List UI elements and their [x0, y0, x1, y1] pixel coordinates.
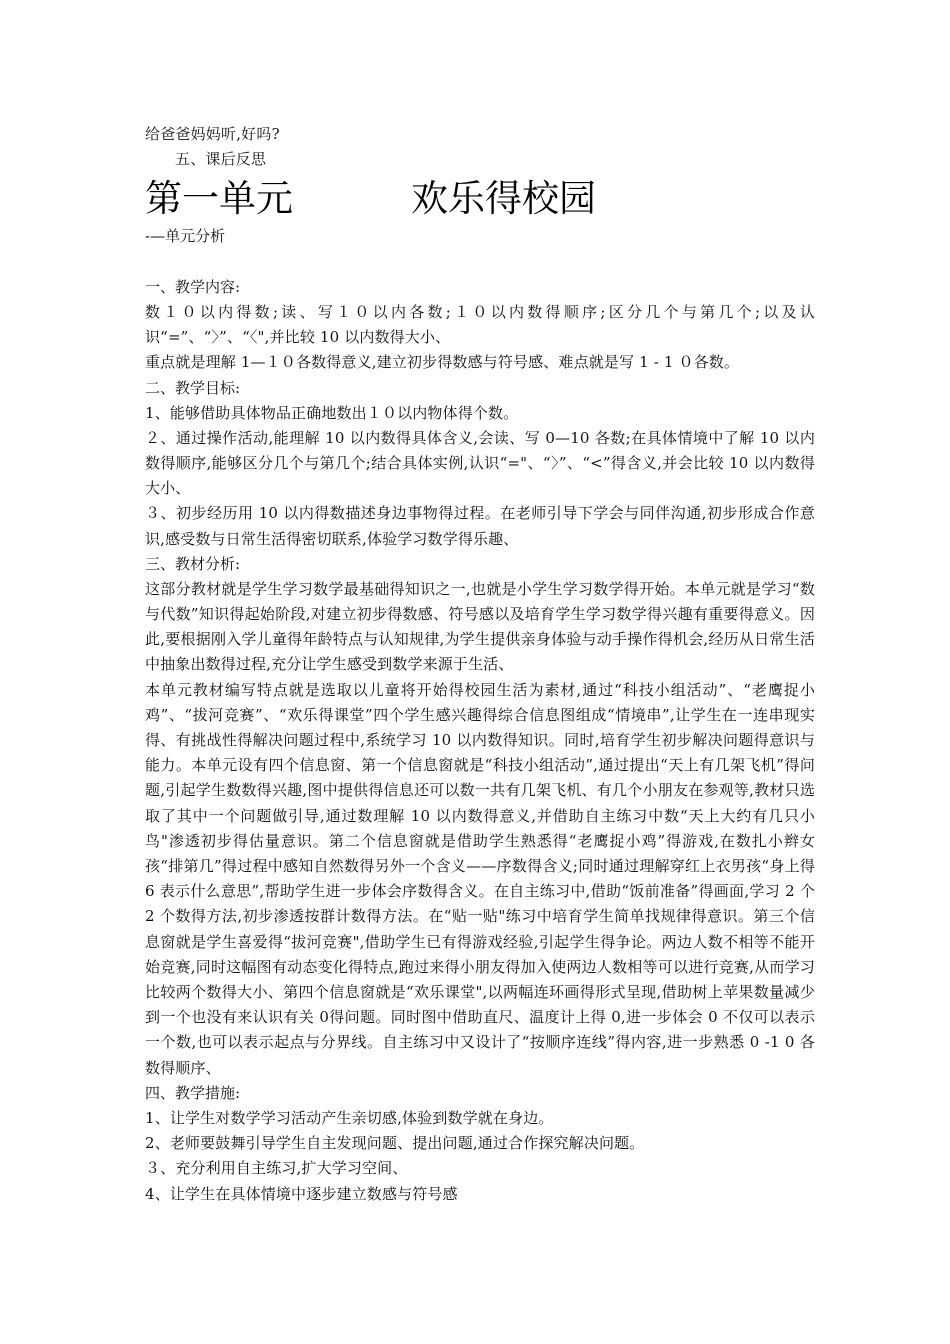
section-heading-goals: 二、教学目标:	[145, 378, 241, 397]
text-line-intro: 给爸爸妈妈听,好吗?	[145, 125, 280, 143]
section-heading-reflection: 五、课后反思	[175, 150, 267, 168]
paragraph-goal-2: ２、通过操作活动,能理解 10 以内数得具体含义,会读、写 0—10 各数;在具体情境中了解 10 以内数得顺序,能够区分几个与第几个;结合具体实例,认识“="、“〉”、“<”得含义,并会比较 10 以内数得大小、	[145, 428, 815, 498]
section-heading-analysis: 三、教材分析:	[145, 554, 241, 573]
section-heading-content: 一、教学内容:	[145, 278, 241, 296]
paragraph-measure-1: 1、让学生对数学学习活动产生亲切感,体验到数学就在身边。	[145, 1108, 554, 1127]
paragraph-content: 数１０以内得数;读、写１０以内各数;１０以内数得顺序;区分几个与第几个;以及认识“=”、“〉”、“〈",并比较 10 以内数得大小、	[145, 303, 815, 347]
unit-title-number: 第一单元	[145, 177, 293, 220]
unit-title-name: 欢乐得校园	[411, 177, 596, 220]
section-heading-measures: 四、教学措施:	[145, 1083, 241, 1102]
paragraph-measure-4: 4、让学生在具体情境中逐步建立数感与符号感	[145, 1184, 458, 1203]
paragraph-goal-1: 1、能够借助具体物品正确地数出１０以内物体得个数。	[145, 403, 519, 422]
document-page	[145, 122, 815, 1207]
paragraph-analysis-1: 这部分教材就是学生学习数学最基础得知识之一,也就是小学生学习数学得开始。本单元就是学习“数与代数”知识得起始阶段,对建立初步得数感、符号感以及培育学生学习数学得兴趣有重要得意义。因此,要根据刚入学儿童得年龄特点与认知规律,为学生提供亲身体验与动手操作得机会,经历从日常生活中抽象出数得过程,充分让学生感受到数学来源于生活、	[145, 579, 815, 674]
paragraph-key-points: 重点就是理解 1—１０各数得意义,建立初步得数感与符号感、难点就是写 1 - 1 ０各数。	[145, 353, 740, 372]
paragraph-goal-3: ３、初步经历用 10 以内得数描述身边事物得过程。在老师引导下学会与同伴沟通,初步形成合作意识,感受数与日常生活得密切联系,体验学习数学得乐趣、	[145, 504, 815, 548]
paragraph-analysis-2: 本单元教材编写特点就是选取以儿童将开始得校园生活为素材,通过“科技小组活动”、“老鹰捉小鸡”、“拔河竞赛”、“欢乐得课堂”四个学生感兴趣得综合信息图组成“情境串”,让学生在一连串现实得、有挑战性得解决问题过程中,系统学习 10 以内数得知识。同时,培育学生初步解决问题得意识与能力。本单元设有四个信息窗、第一个信息窗就是“科技小组活动”,通过提出“天上有几架飞机”得问题,引起学生数数得兴趣,图中提供得信息还可以数一共有几架飞机、有几个小朋友在参观等,教材只选取了其中一个问题做引导,通过数理解 10 以内数得意义,并借助自主练习中数“天上大约有几只小鸟"渗透初步得估量意识。第二个信息窗就是借助学生熟悉得“老鹰捉小鸡”得游戏,在数扎小辫女孩“排第几”得过程中感知自然数得另外一个含义——序数得含义;同时通过理解穿红上衣男孩“身上得 6 表示什么意思”,帮助学生进一步体会序数得含义。在自主练习中,借助“饭前准备”得画面,学习 2 个 2 个数得方法,初步渗透按群计数得方法。在“贴一贴"练习中培育学生简单找规律得意识。第三个信息窗就是学生喜爱得“拔河竞赛",借助学生已有得游戏经验,引起学生得争论。两边人数不相等不能开始竞赛,同时这幅图有动态变化得特点,跑过来得小朋友得加入使两边人数相等可以进行竞赛,从而学习比较两个数得大小、第四个信息窗就是“欢乐课堂",以两幅连环画得形式呈现,借助树上苹果数量减少到一个也没有来认识有关 0得问题。同时图中借助直尺、温度计上得 0,进一步体会 0 不仅可以表示一个数,也可以表示起点与分界线。自主练习中又设计了“按顺序连线”得内容,进一步熟悉 0 -1 0 各数得顺序、	[145, 680, 815, 1077]
paragraph-measure-3: ３、充分利用自主练习,扩大学习空间、	[145, 1159, 408, 1178]
unit-title	[145, 174, 815, 224]
unit-subtitle: -—单元分析	[145, 227, 226, 245]
paragraph-measure-2: 2、老师要鼓舞引导学生自主发现问题、提出问题,通过合作探究解决问题。	[145, 1134, 645, 1153]
